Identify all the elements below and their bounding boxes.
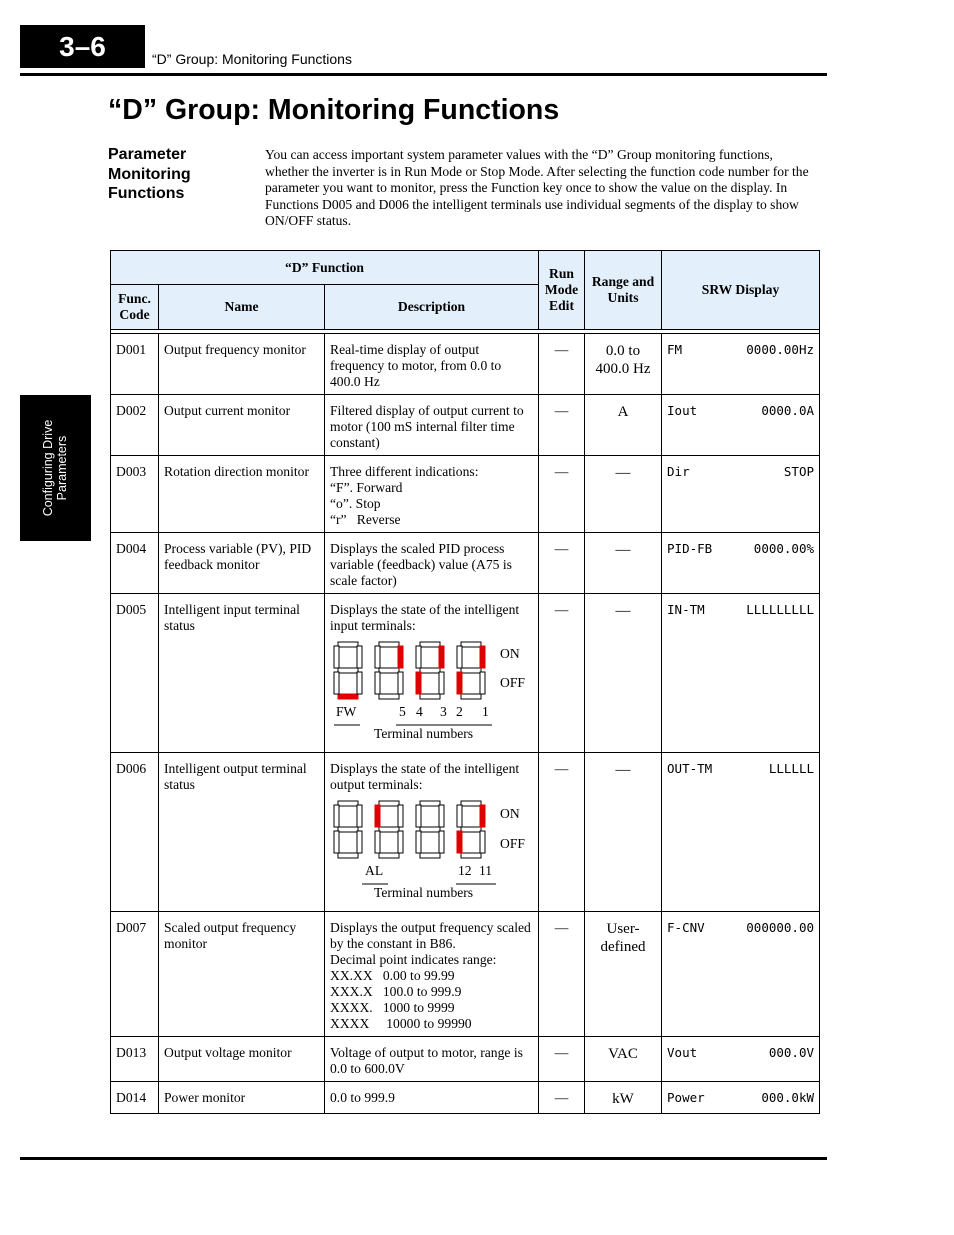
srw-display-label: FM <box>667 342 683 357</box>
display-segment <box>420 694 440 699</box>
display-segment <box>375 672 380 694</box>
srw-display-cell <box>662 912 820 1037</box>
srw-display-cell <box>662 395 820 456</box>
run-mode-edit-cell: — <box>539 334 585 395</box>
srw-display-cell <box>662 456 820 533</box>
description-cell <box>325 533 539 594</box>
display-segment <box>398 646 403 668</box>
srw-display-label: Iout <box>667 403 698 418</box>
side-tab-label: Configuring Drive Parameters <box>41 419 69 517</box>
srw-display-label: F-CNV <box>667 920 705 935</box>
table-row <box>111 594 820 753</box>
on-label: ON <box>500 646 520 661</box>
srw-display-value: LLLLLLLLL <box>746 602 815 617</box>
page-title: “D” Group: Monitoring Functions <box>108 94 560 126</box>
func-code-cell: D001 <box>111 334 159 395</box>
display-segment <box>461 694 481 699</box>
name-cell: Output current monitor <box>159 395 325 456</box>
display-segment <box>334 831 339 853</box>
display-segment <box>480 672 485 694</box>
srw-display-value: 0000.00% <box>753 541 815 556</box>
description-cell <box>325 334 539 395</box>
display-segment <box>461 801 481 806</box>
terminal-number: 1 <box>482 704 489 719</box>
func-code-header: Func. Code <box>111 285 159 330</box>
display-segment <box>457 805 462 827</box>
table-row <box>111 912 820 1037</box>
description-cell <box>325 753 539 912</box>
func-code-cell: D004 <box>111 533 159 594</box>
run-mode-edit-cell: — <box>539 912 585 1037</box>
range-units-cell: User-defined <box>585 912 662 1037</box>
run-mode-edit-cell: — <box>539 456 585 533</box>
srw-display-label: OUT-TM <box>667 761 713 776</box>
srw-display-label: PID-FB <box>667 541 713 556</box>
description-line: Real-time display of output frequency to motor, from 0.0 to 400.0 Hz <box>330 342 505 389</box>
description-line: XXXX 10000 to 99990 <box>330 1016 472 1031</box>
srw-display-readout <box>667 403 814 419</box>
table-row <box>111 1037 820 1082</box>
name-cell: Intelligent output terminal status <box>159 753 325 912</box>
display-segment <box>379 694 399 699</box>
name-cell: Rotation direction monitor <box>159 456 325 533</box>
range-units-cell: VAC <box>585 1037 662 1082</box>
display-segment <box>420 668 440 673</box>
description-line: Three different indications: <box>330 464 479 479</box>
terminal-number: 12 <box>458 863 472 878</box>
display-segment <box>338 694 358 699</box>
side-tab <box>20 395 91 541</box>
srw-display-label: Dir <box>667 464 690 479</box>
description-cell <box>325 912 539 1037</box>
display-segment <box>420 853 440 858</box>
display-segment <box>416 805 421 827</box>
srw-display-header: SRW Display <box>662 251 820 330</box>
run-mode-edit-cell: — <box>539 533 585 594</box>
srw-display-readout <box>667 920 814 936</box>
display-segment <box>461 853 481 858</box>
display-segment <box>420 801 440 806</box>
srw-display-cell <box>662 1082 820 1114</box>
table-row <box>111 753 820 912</box>
srw-display-cell <box>662 753 820 912</box>
display-segment <box>338 827 358 832</box>
description-line: “o”. Stop <box>330 496 381 511</box>
description-line: Filtered display of output current to motor (100 mS internal filter time constant) <box>330 403 528 450</box>
srw-display-value: 000000.00 <box>746 920 815 935</box>
off-label: OFF <box>500 675 525 690</box>
func-code-cell: D003 <box>111 456 159 533</box>
func-code-cell: D007 <box>111 912 159 1037</box>
func-code-cell: D005 <box>111 594 159 753</box>
page-number: 3–6 <box>20 25 145 68</box>
description-line: Displays the scaled PID process variable (feedback) value (A75 is scale factor) <box>330 541 516 588</box>
display-segment <box>357 805 362 827</box>
display-segment <box>439 805 444 827</box>
display-segment <box>375 831 380 853</box>
terminal-number: 5 <box>399 704 406 719</box>
description-line: XXXX. 1000 to 9999 <box>330 1000 455 1015</box>
display-segment <box>357 672 362 694</box>
table-row <box>111 334 820 395</box>
terminal-status-diagram <box>330 638 533 742</box>
srw-display-readout <box>667 761 814 777</box>
display-segment <box>416 646 421 668</box>
display-segment <box>420 827 440 832</box>
table-row <box>111 533 820 594</box>
display-segment <box>357 646 362 668</box>
func-code-cell: D002 <box>111 395 159 456</box>
top-rule <box>20 73 827 76</box>
name-cell: Process variable (PV), PID feedback monitor <box>159 533 325 594</box>
name-cell: Scaled output frequency monitor <box>159 912 325 1037</box>
description-line: Voltage of output to motor, range is 0.0 to 600.0V <box>330 1045 527 1076</box>
range-units-header: Range and Units <box>585 251 662 330</box>
name-header: Name <box>159 285 325 330</box>
display-segment <box>416 831 421 853</box>
description-line: Displays the output frequency scaled by the constant in B86. <box>330 920 535 951</box>
srw-display-value: LLLLLL <box>768 761 815 776</box>
display-segment <box>457 646 462 668</box>
srw-display-cell <box>662 533 820 594</box>
terminal-caption: Terminal numbers <box>374 885 474 900</box>
display-segment <box>461 668 481 673</box>
section-heading: Parameter Monitoring Functions <box>108 146 191 202</box>
display-segment <box>439 831 444 853</box>
description-line: Displays the state of the intelligent input terminals: <box>330 602 523 633</box>
srw-display-value: 0000.0A <box>761 403 815 418</box>
description-line: 0.0 to 999.9 <box>330 1090 395 1105</box>
run-mode-edit-cell: — <box>539 753 585 912</box>
group-header: “D” Function <box>111 251 539 285</box>
terminal-number: 2 <box>456 704 463 719</box>
display-segment <box>480 805 485 827</box>
display-segment <box>334 646 339 668</box>
description-line: “r” Reverse <box>330 512 401 527</box>
range-units-cell: kW <box>585 1082 662 1114</box>
on-label: ON <box>500 806 520 821</box>
display-segment <box>334 672 339 694</box>
display-segment <box>379 642 399 647</box>
srw-display-value: 000.0V <box>768 1045 815 1060</box>
running-head: “D” Group: Monitoring Functions <box>152 51 352 67</box>
display-segment <box>379 827 399 832</box>
display-segment <box>416 672 421 694</box>
srw-display-cell <box>662 594 820 753</box>
terminal-number: 4 <box>416 704 423 719</box>
section-intro: You can access important system parameter values with the “D” Group monitoring functions, whether the inverter is in Run Mode or Stop Mode. After selecting the function code number for the parameter you want to monitor, press the Function key once to show the value on the display. In Functions D005 and D006 the intelligent terminals use individual segments of the display to show ON/OFF status. <box>265 147 809 229</box>
display-segment <box>480 646 485 668</box>
table-row <box>111 395 820 456</box>
display-segment <box>379 668 399 673</box>
description-line: Decimal point indicates range: <box>330 952 497 967</box>
srw-display-readout <box>667 342 814 358</box>
display-segment <box>334 805 339 827</box>
srw-display-label: Power <box>667 1090 705 1105</box>
func-code-cell: D013 <box>111 1037 159 1082</box>
display-segment <box>439 646 444 668</box>
description-cell <box>325 594 539 753</box>
display-segment <box>375 646 380 668</box>
run-mode-edit-cell: — <box>539 1037 585 1082</box>
terminal-caption: Terminal numbers <box>374 726 474 741</box>
display-segment <box>379 853 399 858</box>
range-units-cell: A <box>585 395 662 456</box>
off-label: OFF <box>500 836 525 851</box>
name-cell: Output frequency monitor <box>159 334 325 395</box>
display-segment <box>338 642 358 647</box>
run-mode-edit-header: Run Mode Edit <box>539 251 585 330</box>
display-segment <box>439 672 444 694</box>
display-segment <box>457 672 462 694</box>
display-segment <box>379 801 399 806</box>
range-units-cell: — <box>585 594 662 753</box>
table-row <box>111 456 820 533</box>
display-segment <box>338 853 358 858</box>
description-line: “F”. Forward <box>330 480 403 495</box>
func-code-cell: D006 <box>111 753 159 912</box>
description-line: XX.XX 0.00 to 99.99 <box>330 968 455 983</box>
srw-display-label: IN-TM <box>667 602 705 617</box>
name-cell: Intelligent input terminal status <box>159 594 325 753</box>
run-mode-edit-cell: — <box>539 1082 585 1114</box>
display-segment <box>375 805 380 827</box>
description-cell <box>325 456 539 533</box>
srw-display-label: Vout <box>667 1045 698 1060</box>
func-code-cell: D014 <box>111 1082 159 1114</box>
parameter-table <box>110 250 820 1114</box>
display-segment <box>398 672 403 694</box>
description-cell <box>325 395 539 456</box>
srw-display-value: STOP <box>783 464 815 479</box>
srw-display-value: 000.0kW <box>761 1090 815 1105</box>
description-line: XXX.X 100.0 to 999.9 <box>330 984 462 999</box>
range-units-cell: — <box>585 753 662 912</box>
name-cell: Power monitor <box>159 1082 325 1114</box>
terminal-status-diagram <box>330 797 533 901</box>
srw-display-value: 0000.00Hz <box>746 342 815 357</box>
table-row <box>111 1082 820 1114</box>
srw-display-cell <box>662 334 820 395</box>
srw-display-readout <box>667 1090 814 1106</box>
srw-display-readout <box>667 1045 814 1061</box>
description-cell <box>325 1082 539 1114</box>
name-cell: Output voltage monitor <box>159 1037 325 1082</box>
display-segment <box>480 831 485 853</box>
display-segment <box>457 831 462 853</box>
display-segment <box>398 805 403 827</box>
terminal-left-label: AL <box>365 863 384 878</box>
display-segment <box>338 668 358 673</box>
description-line: Displays the state of the intelligent output terminals: <box>330 761 523 792</box>
bottom-rule <box>20 1157 827 1160</box>
display-segment <box>461 827 481 832</box>
srw-display-readout <box>667 541 814 557</box>
srw-display-readout <box>667 602 814 618</box>
range-units-cell: — <box>585 456 662 533</box>
run-mode-edit-cell: — <box>539 594 585 753</box>
terminal-number: 11 <box>479 863 493 878</box>
range-units-cell: — <box>585 533 662 594</box>
srw-display-cell <box>662 1037 820 1082</box>
table-body <box>111 330 820 1114</box>
display-segment <box>357 831 362 853</box>
description-header: Description <box>325 285 539 330</box>
terminal-left-label: FW <box>336 704 357 719</box>
description-cell <box>325 1037 539 1082</box>
display-segment <box>420 642 440 647</box>
run-mode-edit-cell: — <box>539 395 585 456</box>
display-segment <box>338 801 358 806</box>
display-segment <box>398 831 403 853</box>
terminal-number: 3 <box>440 704 447 719</box>
srw-display-readout <box>667 464 814 480</box>
range-units-cell: 0.0 to 400.0 Hz <box>585 334 662 395</box>
display-segment <box>461 642 481 647</box>
